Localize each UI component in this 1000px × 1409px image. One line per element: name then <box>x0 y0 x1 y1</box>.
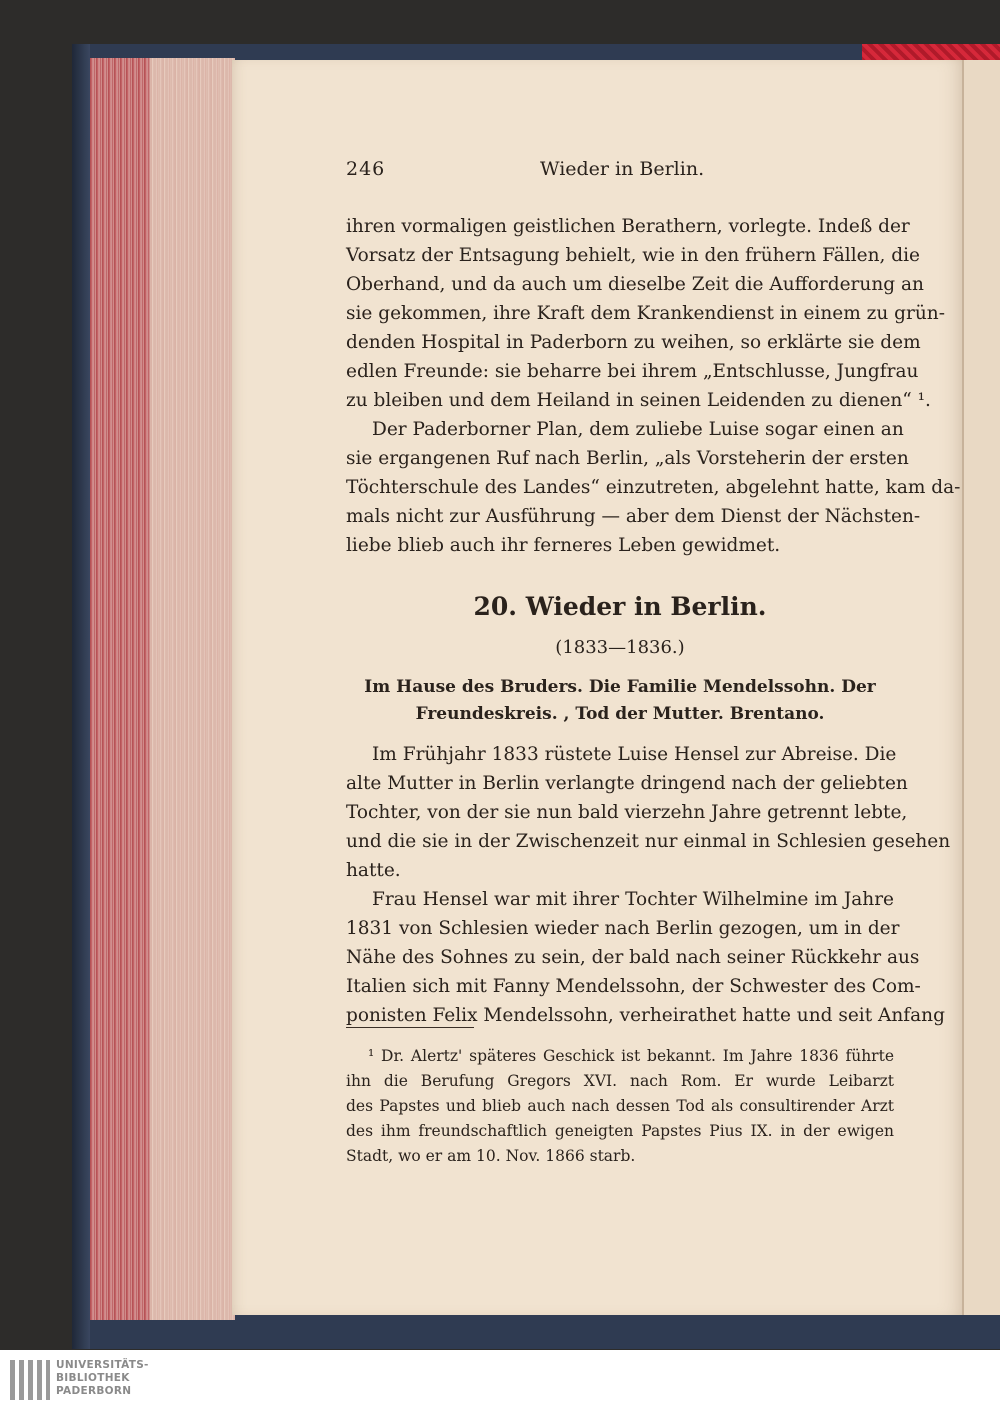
body-line: Vorsatz der Entsagung behielt, wie in den frühern Fällen, die <box>346 245 920 266</box>
body-line: denden Hospital in Paderborn zu weihen, so erklärte sie dem <box>346 332 921 353</box>
section-line: Italien sich mit Fanny Mendelssohn, der Schwester des Com- <box>346 976 921 997</box>
body-line: zu bleiben und dem Heiland in seinen Leidenden zu dienen“ ¹. <box>346 390 931 411</box>
library-name-line: BIBLIOTHEK <box>56 1372 130 1384</box>
body-line: ihren vormaligen geistlichen Berathern, vorlegte. Indeß der <box>346 216 910 237</box>
section-line: Frau Hensel war mit ihrer Tochter Wilhelmine im Jahre <box>372 889 894 910</box>
running-head: Wieder in Berlin. <box>540 158 705 180</box>
library-name-line: PADERBORN <box>56 1385 132 1397</box>
section-subtitle: Freundeskreis. , Tod der Mutter. Brentano. <box>415 704 825 724</box>
section-line: ponisten Felix Mendelssohn, verheirathet hatte und seit Anfang <box>346 1005 945 1026</box>
footnote-line: ¹ Dr. Alertz' späteres Geschick ist bekannt. Im Jahre 1836 führte <box>368 1047 894 1065</box>
section-line: alte Mutter in Berlin verlangte dringend nach der geliebten <box>346 773 908 794</box>
section-line: hatte. <box>346 860 401 881</box>
body-line: Der Paderborner Plan, dem zuliebe Luise sogar einen an <box>372 419 904 440</box>
section-years: (1833—1836.) <box>555 637 685 658</box>
body-line: sie ergangenen Ruf nach Berlin, „als Vorsteherin der ersten <box>346 448 909 469</box>
library-logo-icon <box>10 1360 52 1400</box>
body-line: sie gekommen, ihre Kraft dem Krankendienst in einem zu grün- <box>346 303 945 324</box>
section-line: Tochter, von der sie nun bald vierzehn Jahre getrennt lebte, <box>346 802 908 823</box>
library-name-line: UNIVERSITÄTS- <box>56 1359 149 1371</box>
footnote-rule <box>346 1027 474 1028</box>
section-line: Nähe des Sohnes zu sein, der bald nach seiner Rückkehr aus <box>346 947 920 968</box>
footnote-line: des Papstes und blieb auch nach dessen Tod als consultirender Arzt <box>346 1097 894 1115</box>
footer-bar <box>0 1350 1000 1409</box>
body-line: mals nicht zur Ausführung — aber dem Dienst der Nächsten- <box>346 506 921 527</box>
next-page-edge <box>962 60 1000 1315</box>
section-title: 20. Wieder in Berlin. <box>473 592 767 621</box>
section-subtitle: Im Hause des Bruders. Die Familie Mendelssohn. Der <box>364 677 876 697</box>
section-line: und die sie in der Zwischenzeit nur einmal in Schlesien gesehen <box>346 831 951 852</box>
page-number: 246 <box>346 158 386 180</box>
cover-spine-shade <box>72 44 90 1349</box>
footnote-line: ihn die Berufung Gregors XVI. nach Rom. Er wurde Leibarzt <box>346 1072 894 1090</box>
body-line: Oberhand, und da auch um dieselbe Zeit die Aufforderung an <box>346 274 924 295</box>
body-line: Töchterschule des Landes“ einzutreten, abgelehnt hatte, kam da- <box>346 477 961 498</box>
page-edges-light <box>150 58 235 1320</box>
body-line: edlen Freunde: sie beharre bei ihrem „Entschlusse, Jungfrau <box>346 361 919 382</box>
footnote-line: Stadt, wo er am 10. Nov. 1866 starb. <box>346 1147 636 1165</box>
footnote-line: des ihm freundschaftlich geneigten Papstes Pius IX. in der ewigen <box>346 1122 894 1140</box>
body-line: liebe blieb auch ihr ferneres Leben gewidmet. <box>346 535 781 556</box>
section-line: 1831 von Schlesien wieder nach Berlin gezogen, um in der <box>346 918 900 939</box>
section-line: Im Frühjahr 1833 rüstete Luise Hensel zur Abreise. Die <box>372 744 897 765</box>
